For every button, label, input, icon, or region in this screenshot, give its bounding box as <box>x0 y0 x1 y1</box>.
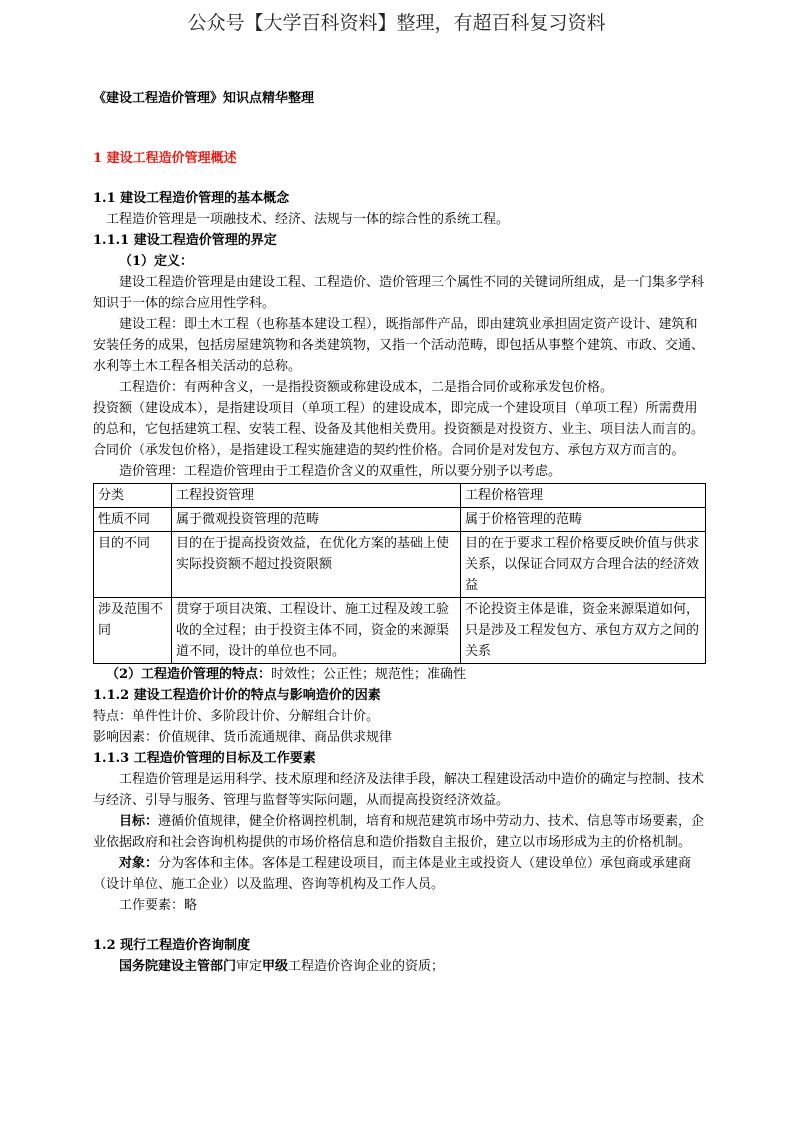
page-header: 公众号【大学百科资料】整理，有超百科复习资料 <box>187 12 606 34</box>
table-header-row <box>94 484 706 508</box>
table-cell: 不论投资主体是谁，资金来源渠道如何，只是涉及工程发包方、承包方双方之间的关系 <box>461 598 706 664</box>
paragraph-cost-management: 造价管理：工程造价管理由于工程造价含义的双重性，所以要分别予以考虑。 <box>119 464 562 479</box>
table-cell: 贯穿于项目决策、工程设计、施工过程及竣工验收的全过程；由于投资主体不同，资金的来源渠道不同，设计的单位也不同。 <box>172 598 461 664</box>
paragraph-investment: 投资额（建设成本），是指建设项目（单项工程）的建设成本，即完成一个建设项目（单项工程）所需费用的总和，它包括建筑工程、安装工程、设备及其他相关费用。投资额是对投资方、业主、项目法人而言的。 合同价（承发包价格），是指建设工程实施建造的契约性价格。合同价是对发包方、承包方双方而言的。 <box>93 401 711 458</box>
table-row <box>94 532 706 598</box>
influencing-factors-line: 影响因素：价值规律、货币流通规律、商品供求规律 <box>93 730 393 745</box>
comparison-table <box>93 483 706 664</box>
table-header-cell: 工程价格管理 <box>461 484 706 508</box>
paragraph-goal <box>93 811 708 853</box>
section-1-2-heading: 1.2 现行工程造价咨询制度 <box>93 938 251 953</box>
document-body <box>93 88 711 977</box>
goal-text: 遵循价值规律，健全价格调控机制，培育和规范建筑市场中劳动力、技术、信息等市场要素，企业依据政府和社会咨询机构提供的市场价格信息和造价指数自主报价，建立以市场形成为主的价格机制。 <box>93 814 705 850</box>
features-line <box>93 664 708 685</box>
table-cell: 目的在于要求工程价格要反映价值与供求关系，以保证合同双方合理合法的经济效益 <box>461 532 706 598</box>
section-1-1-intro: 工程造价管理是一项融技术、经济、法规与一体的综合性的系统工程。 <box>106 212 510 227</box>
chapter-heading: 1 建设工程造价管理概述 <box>93 151 237 166</box>
table-row <box>94 508 706 532</box>
work-elements-line: 工作要素：略 <box>119 898 198 913</box>
paragraph-object <box>93 853 708 895</box>
table-cell: 属于价格管理的范畴 <box>461 508 706 532</box>
paragraph-definition: 建设工程造价管理是由建设工程、工程造价、造价管理三个属性不同的关键词所组成，是一门集多学科知识于一体的综合应用性学科。 <box>93 275 705 311</box>
grade-text: 甲级 <box>262 959 289 974</box>
table-header-cell: 分类 <box>94 484 172 508</box>
paragraph-management-means: 工程造价管理是运用科学、技术原理和经济及法律手段，解决工程建设活动中造价的确定与控制、技术与经济、引导与服务、管理与监督等实际问题，从而提高投资经济效益。 <box>93 772 705 808</box>
table-cell: 性质不同 <box>94 508 172 532</box>
paragraph-cost: 工程造价：有两种含义，一是指投资额或称建设成本，二是指合同价或称承发包价格。 <box>119 380 614 395</box>
section-1-1-2-heading: 1.1.2 建设工程造价计价的特点与影响造价的因素 <box>93 688 381 703</box>
table-cell: 属于微观投资管理的范畴 <box>172 508 461 532</box>
object-text: 分为客体和主体。客体是工程建设项目，而主体是业主或投资人（建设单位）承包商或承建商（设计单位、施工企业）以及监理、咨询等机构及工作人员。 <box>93 856 692 892</box>
definition-label: （1）定义： <box>119 254 194 269</box>
paragraph-construction: 建设工程：即土木工程（也称基本建设工程），既指部件产品，即由建筑业承担固定资产设计、建筑和安装任务的成果，包括房屋建筑物和各类建筑物，又指一个活动范畴，即包括从事整个建筑、市政、交通、水利等土木工程各相关活动的总称。 <box>93 317 705 374</box>
section-1-1-1-heading: 1.1.1 建设工程造价管理的界定 <box>93 233 277 248</box>
section-1-1-3-heading: 1.1.3 工程造价管理的目标及工作要素 <box>93 751 316 766</box>
table-cell: 涉及范围不同 <box>94 598 172 664</box>
table-header-cell: 工程投资管理 <box>172 484 461 508</box>
table-cell: 目的在于提高投资效益，在优化方案的基础上使实际投资额不超过投资限额 <box>172 532 461 598</box>
paragraph-consulting <box>93 956 708 977</box>
authority-text: 国务院建设主管部门 <box>119 959 237 974</box>
features-text: 时效性；公正性；规范性；准确性 <box>271 667 467 682</box>
characteristics-line: 特点：单件性计价、多阶段计价、分解组合计价。 <box>93 709 380 724</box>
qualification-text: 工程造价咨询企业的资质； <box>288 959 445 974</box>
features-label: （2）工程造价管理的特点： <box>106 667 272 682</box>
goal-label: 目标： <box>119 814 159 829</box>
table-row <box>94 598 706 664</box>
document-title: 《建设工程造价管理》知识点精华整理 <box>93 91 315 106</box>
object-label: 对象： <box>119 856 159 871</box>
section-1-1-heading: 1.1 建设工程造价管理的基本概念 <box>93 191 290 206</box>
table-cell: 目的不同 <box>94 532 172 598</box>
approve-text: 审定 <box>236 959 263 974</box>
